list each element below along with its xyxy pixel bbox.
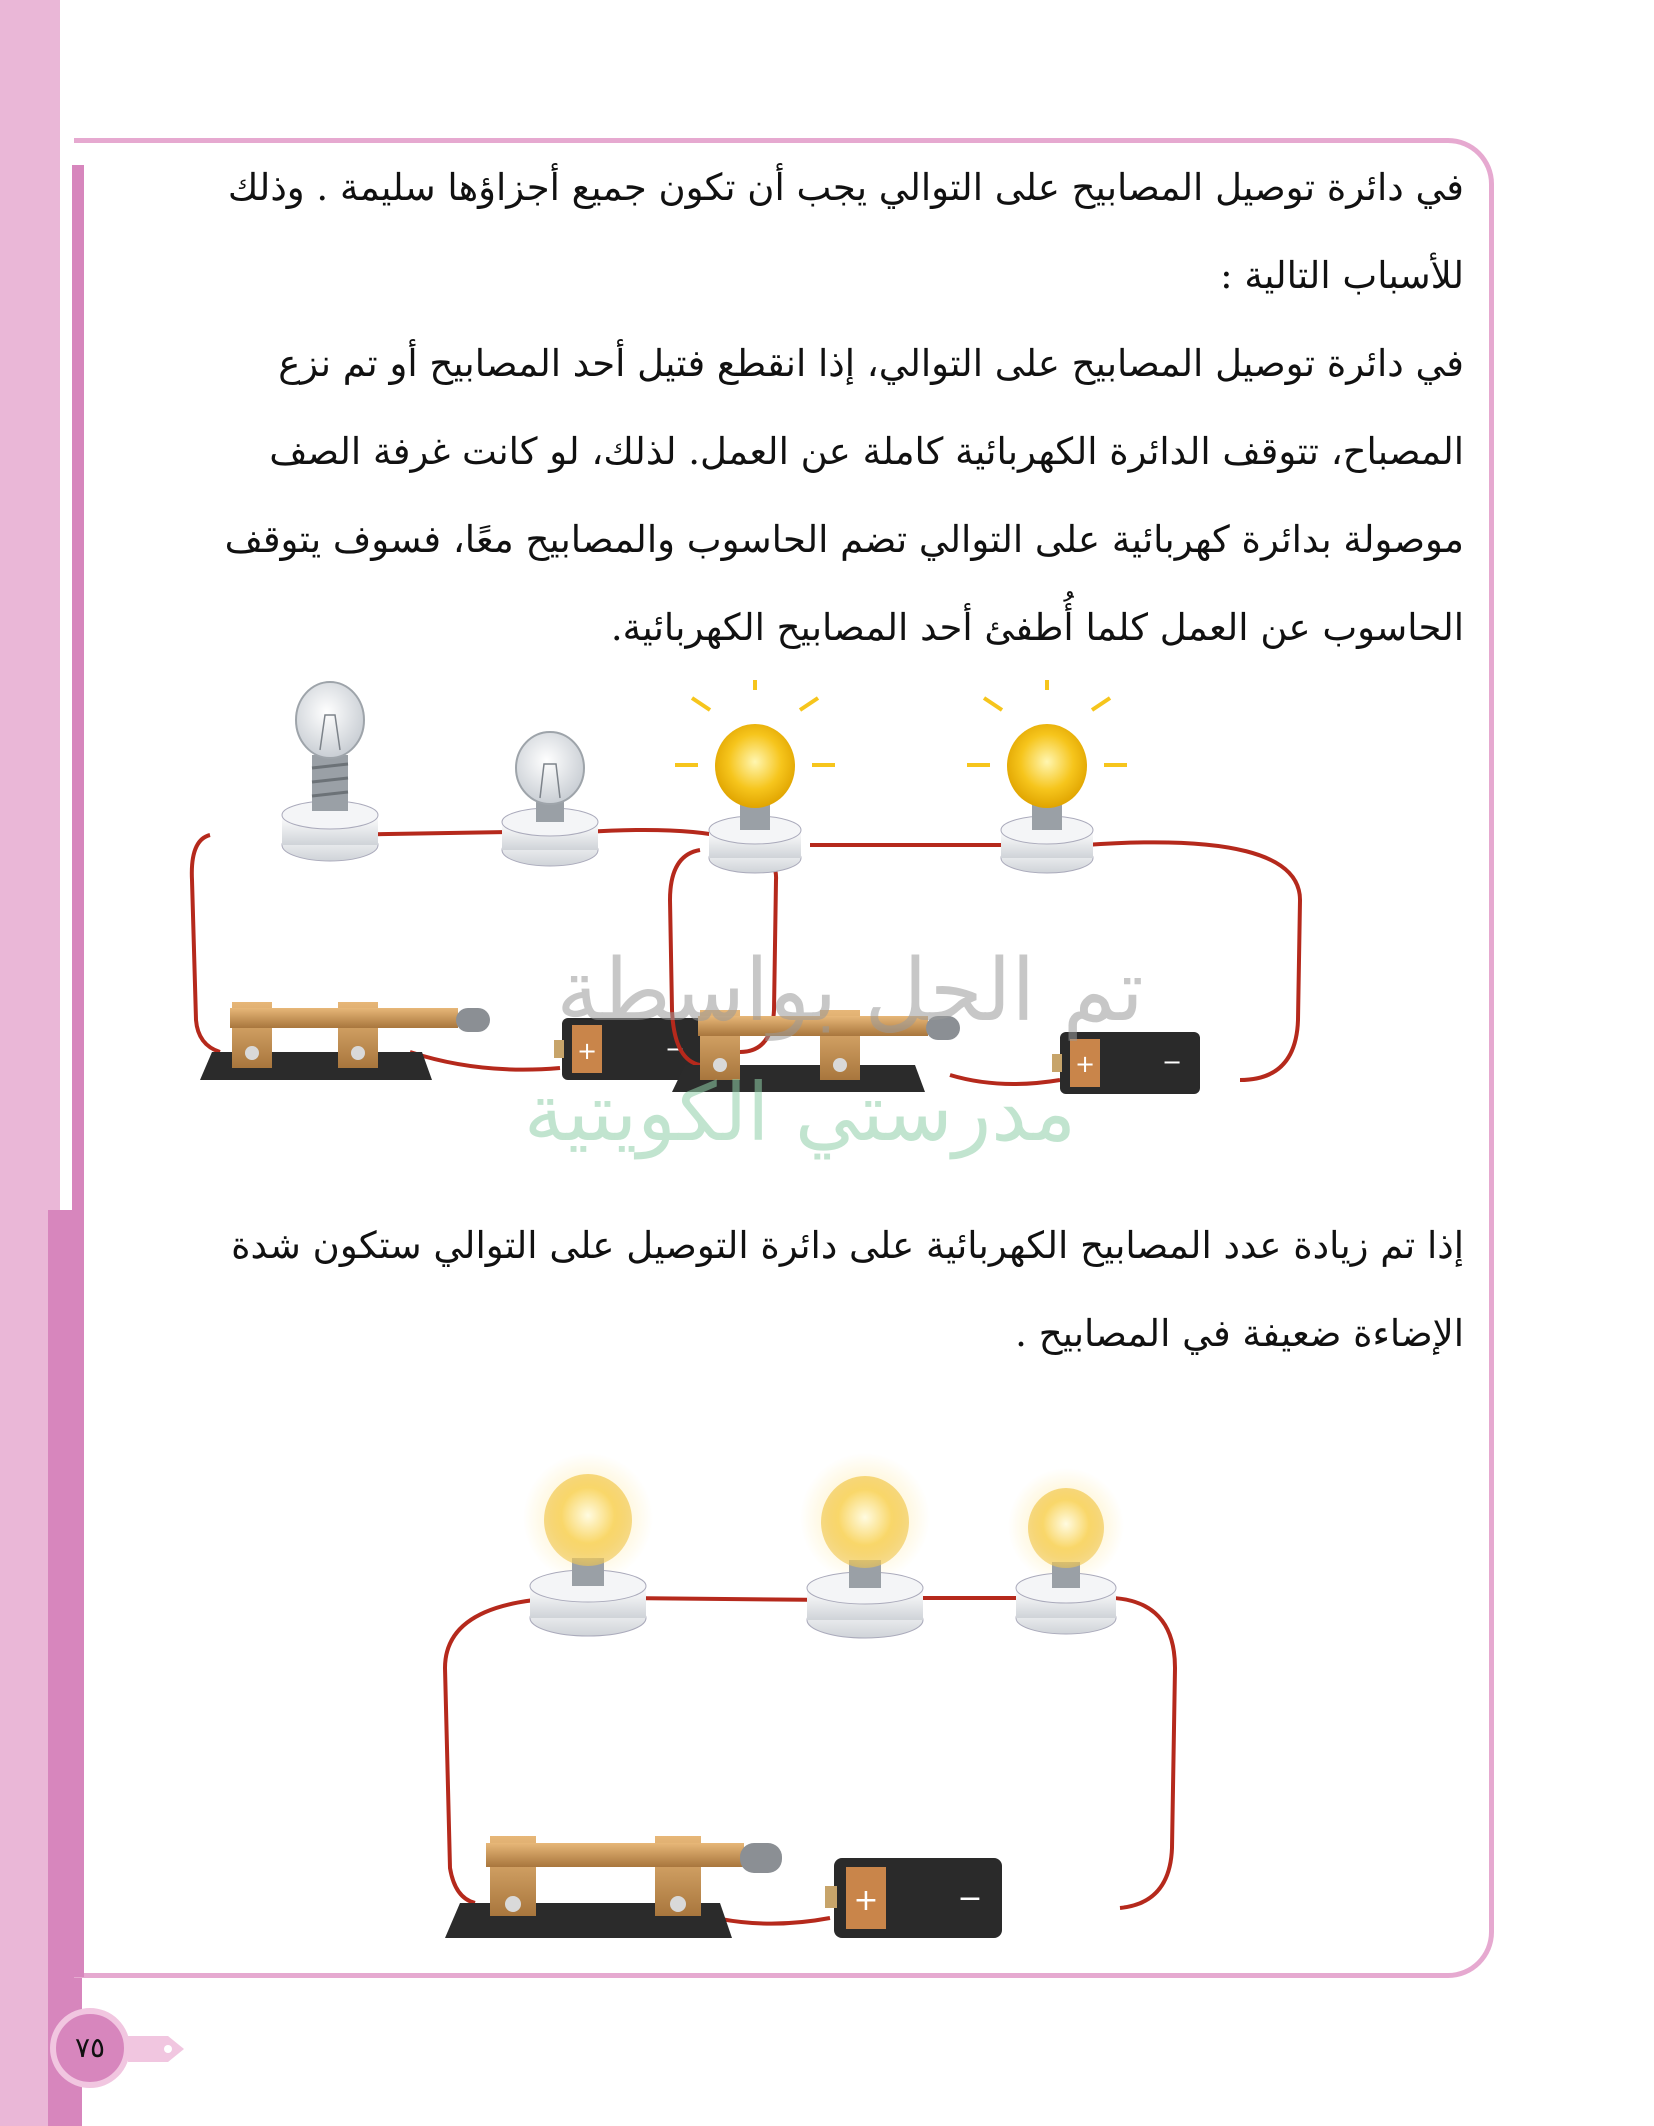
battery-plus-label-1: + (576, 1037, 598, 1065)
knife-switch-2 (672, 1010, 960, 1092)
unlit-circuit (192, 682, 776, 1080)
battery-minus-label-3: − (957, 1881, 983, 1916)
watermark-line-2: مدرستي الكويتية (523, 1066, 1077, 1159)
bulb-off-2 (502, 732, 598, 866)
battery-minus-label-1: − (664, 1035, 686, 1063)
battery-3 (825, 1858, 1002, 1938)
battery-2 (1052, 1032, 1200, 1094)
paragraph-intro: في دائرة توصيل المصابيح على التوالي يجب أن تكون جميع أجزاؤها سليمة . وذلك للأسباب التالية : (227, 166, 1464, 297)
three-bulb-series-figure (430, 1428, 1210, 1958)
battery-plus-label-2: + (1074, 1050, 1096, 1078)
series-circuits-figure (180, 680, 1440, 1100)
battery-minus-label-2: − (1161, 1048, 1183, 1076)
bulb-dim-1 (523, 1453, 653, 1636)
page-number-arrow-icon (128, 2032, 188, 2066)
bulb-dim-3 (1008, 1468, 1124, 1634)
battery-plus-label-3: + (853, 1883, 879, 1918)
bulb-off-1 (282, 682, 378, 861)
lit-circuit (670, 680, 1300, 1094)
page-number-badge (50, 2008, 190, 2088)
paragraph-brightness: إذا تم زيادة عدد المصابيح الكهربائية على دائرة التوصيل على التوالي ستكون شدة الإضاءة ضعيفة في المصابيح . (231, 1224, 1464, 1355)
knife-switch-1 (200, 1002, 490, 1080)
watermark-line-1: تم الحل بواسطة (556, 941, 1144, 1041)
frame-left-bar (72, 165, 84, 1977)
page-number: ٧٥ (74, 2031, 106, 2064)
paragraph-series-failure: في دائرة توصيل المصابيح على التوالي، إذا انقطع فتيل أحد المصابيح أو تم نزع المصباح، تتوقف الدائرة الكهربائية كاملة عن العمل. لذلك، لو كانت غرفة الصف موصولة بدائرة كهربائية على التوالي تضم الحاسوب والمصابيح معًا، فسوف يتوقف الحاسوب عن العمل كلما أُطفئ أحد المصابيح الكهربائية. (224, 342, 1464, 649)
bulb-dim-2 (800, 1453, 930, 1638)
